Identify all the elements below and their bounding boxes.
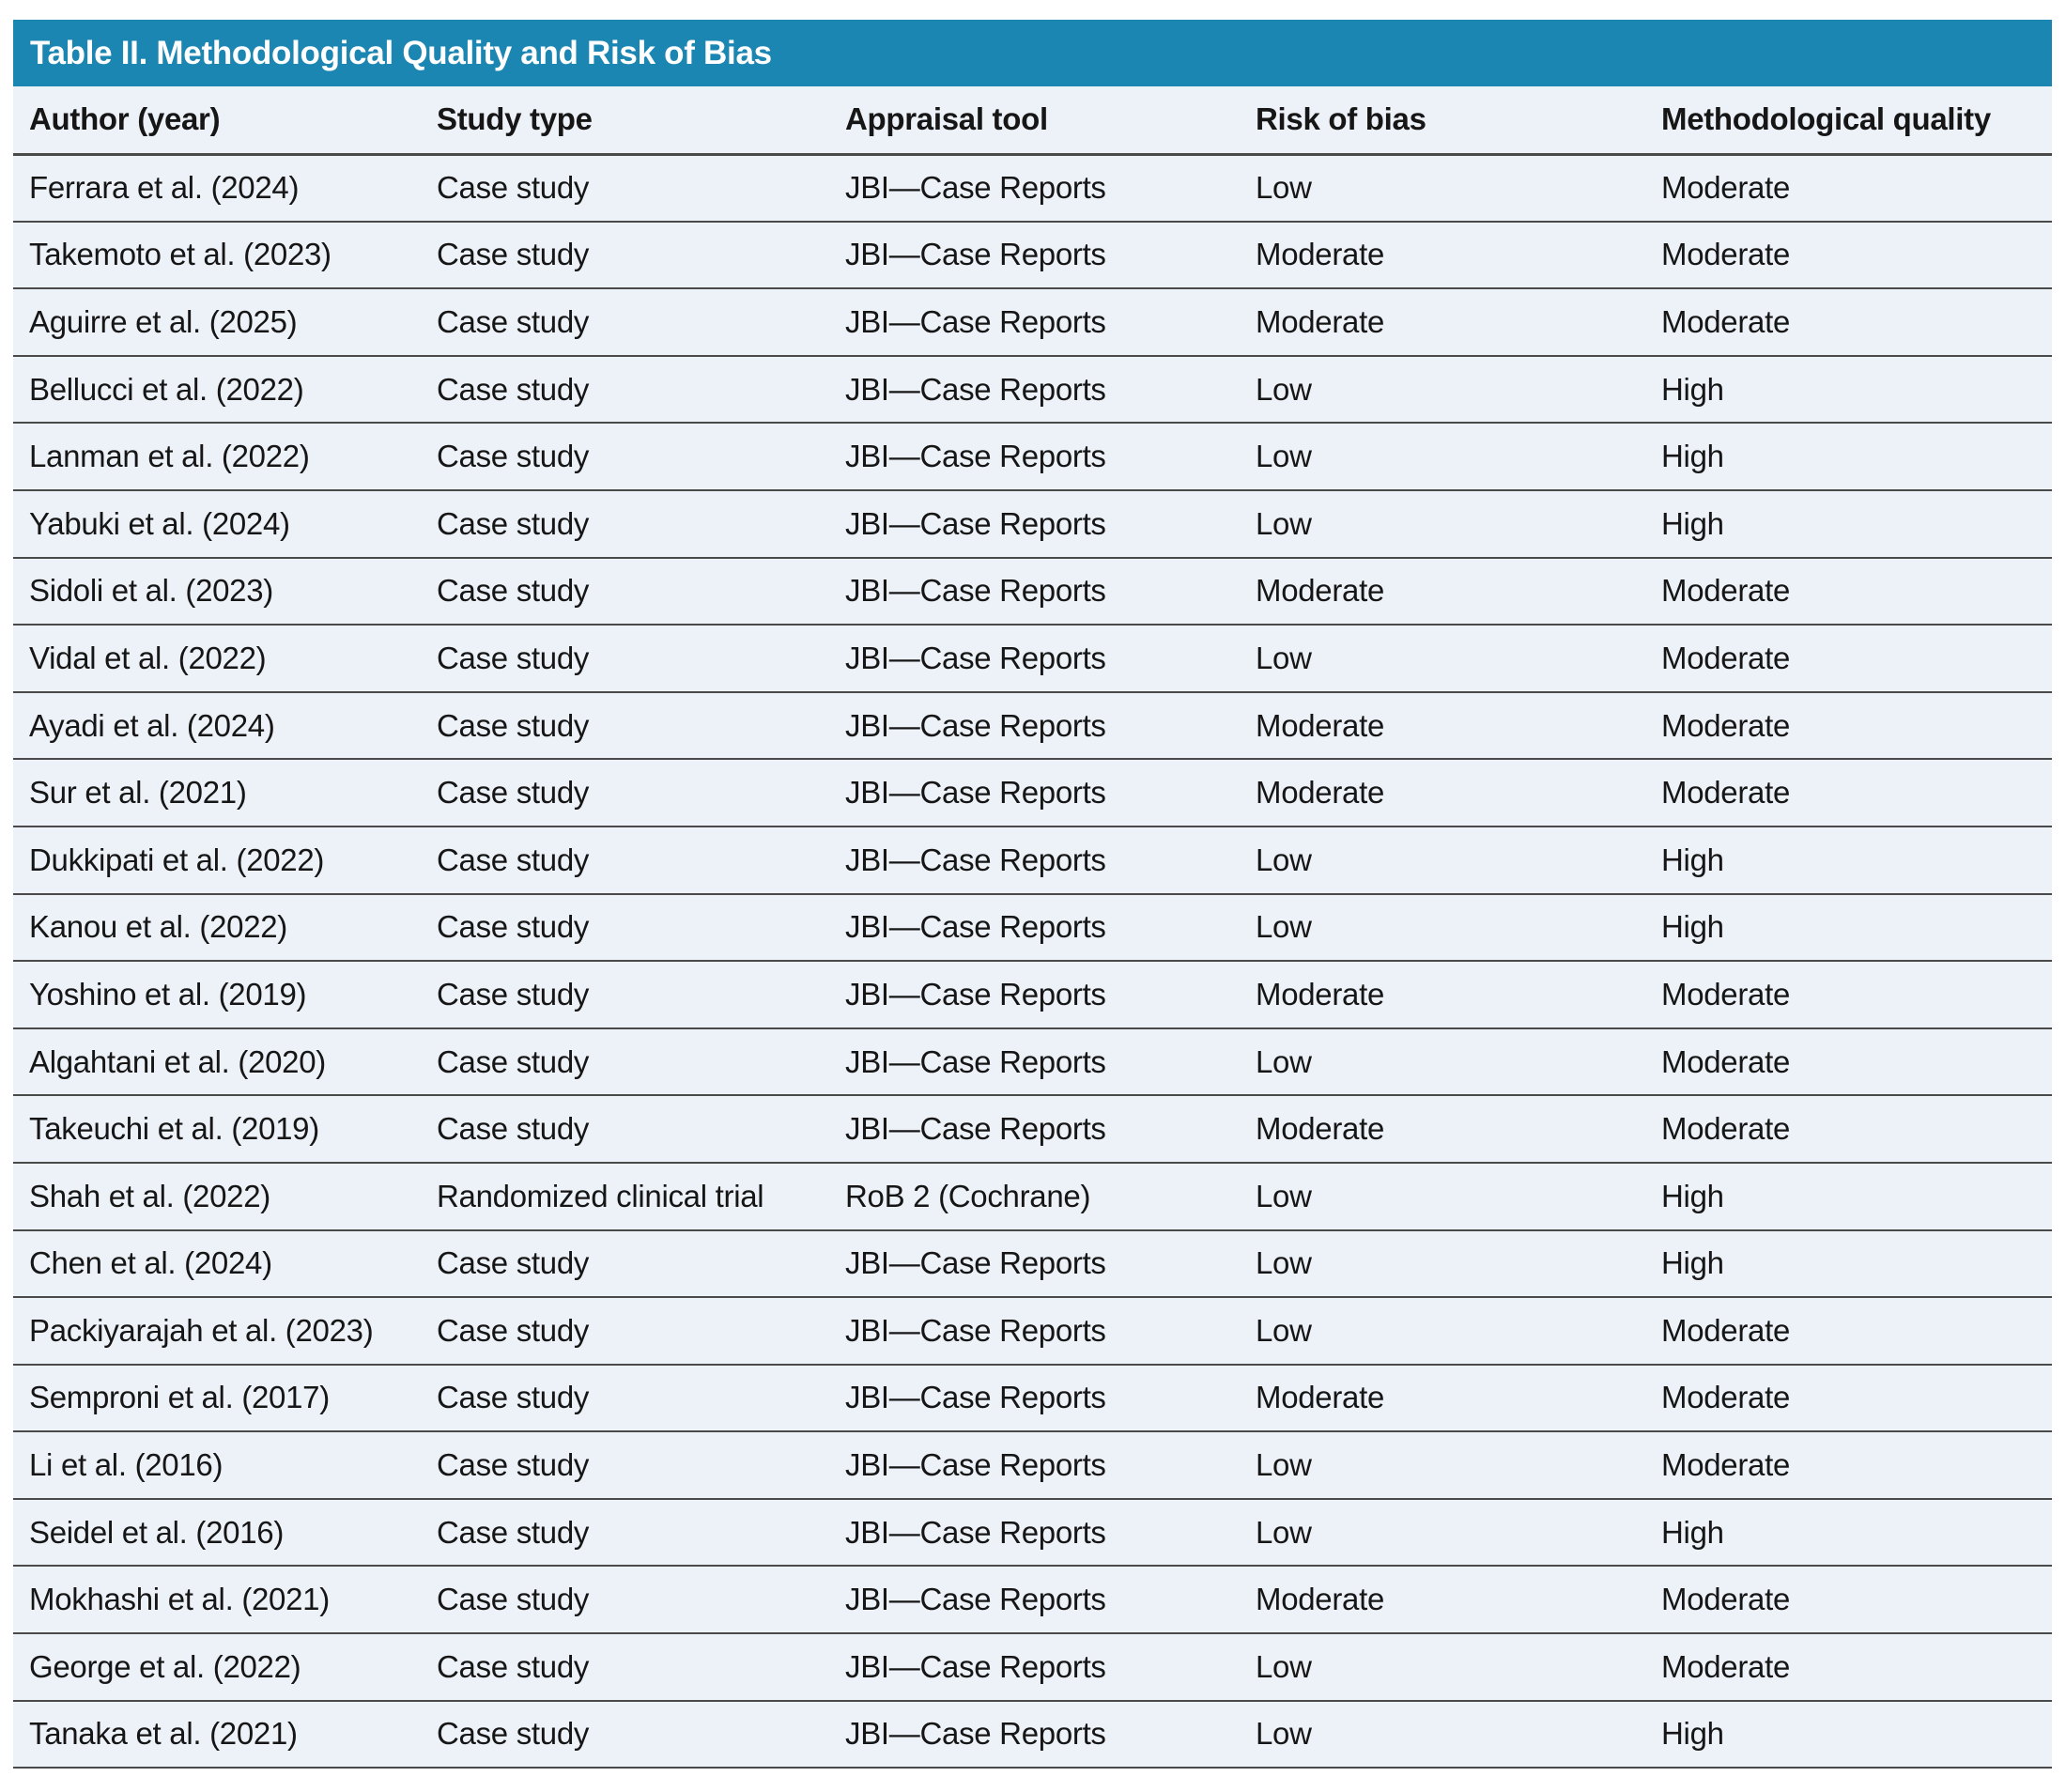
methodological-quality-cell: Moderate [1645, 1297, 2052, 1365]
author-cell: Shah et al. (2022) [13, 1163, 421, 1230]
appraisal-tool-cell: JBI—Case Reports [829, 1701, 1240, 1769]
table-row [13, 961, 2052, 1028]
methodological-quality-cell: Moderate [1645, 692, 2052, 760]
risk-of-bias-cell: Moderate [1240, 961, 1645, 1028]
study-type-cell: Case study [421, 1566, 829, 1633]
appraisal-tool-cell: JBI—Case Reports [829, 826, 1240, 894]
appraisal-tool-cell: JBI—Case Reports [829, 288, 1240, 356]
author-cell: Li et al. (2016) [13, 1431, 421, 1499]
appraisal-tool-cell: JBI—Case Reports [829, 1028, 1240, 1096]
risk-of-bias-cell: Low [1240, 423, 1645, 490]
table-title-bar [13, 20, 2052, 86]
risk-of-bias-cell: Low [1240, 154, 1645, 222]
table-row [13, 759, 2052, 826]
column-header-appraisal-tool: Appraisal tool [829, 86, 1240, 154]
risk-of-bias-cell: Moderate [1240, 288, 1645, 356]
risk-of-bias-cell: Low [1240, 826, 1645, 894]
table-row [13, 1633, 2052, 1701]
study-type-cell: Case study [421, 1365, 829, 1432]
table-row [13, 1230, 2052, 1298]
appraisal-tool-cell: JBI—Case Reports [829, 1095, 1240, 1163]
methodological-quality-table [13, 20, 2052, 1769]
risk-of-bias-cell: Low [1240, 1633, 1645, 1701]
study-type-cell: Case study [421, 625, 829, 692]
appraisal-tool-cell: JBI—Case Reports [829, 1566, 1240, 1633]
study-type-cell: Case study [421, 222, 829, 289]
author-cell: Yoshino et al. (2019) [13, 961, 421, 1028]
study-type-cell: Case study [421, 1230, 829, 1298]
methodological-quality-cell: Moderate [1645, 288, 2052, 356]
author-cell: Lanman et al. (2022) [13, 423, 421, 490]
study-type-cell: Case study [421, 759, 829, 826]
study-type-cell: Case study [421, 558, 829, 626]
study-type-cell: Case study [421, 826, 829, 894]
table-row [13, 1566, 2052, 1633]
methodological-quality-cell: Moderate [1645, 1566, 2052, 1633]
author-cell: Tanaka et al. (2021) [13, 1701, 421, 1769]
author-cell: Packiyarajah et al. (2023) [13, 1297, 421, 1365]
appraisal-tool-cell: JBI—Case Reports [829, 759, 1240, 826]
methodological-quality-cell: High [1645, 423, 2052, 490]
column-header-methodological-quality: Methodological quality [1645, 86, 2052, 154]
risk-of-bias-cell: Moderate [1240, 558, 1645, 626]
table-row [13, 1028, 2052, 1096]
risk-of-bias-cell: Low [1240, 625, 1645, 692]
column-header-author: Author (year) [13, 86, 421, 154]
table-row [13, 1365, 2052, 1432]
risk-of-bias-cell: Low [1240, 490, 1645, 558]
risk-of-bias-cell: Low [1240, 894, 1645, 962]
table-row [13, 356, 2052, 424]
author-cell: Sidoli et al. (2023) [13, 558, 421, 626]
study-type-cell: Case study [421, 1701, 829, 1769]
methodological-quality-cell: Moderate [1645, 222, 2052, 289]
study-type-cell: Case study [421, 1028, 829, 1096]
methodological-quality-cell: Moderate [1645, 1365, 2052, 1432]
appraisal-tool-cell: JBI—Case Reports [829, 558, 1240, 626]
methodological-quality-cell: Moderate [1645, 1028, 2052, 1096]
study-type-cell: Randomized clinical trial [421, 1163, 829, 1230]
risk-of-bias-cell: Moderate [1240, 1365, 1645, 1432]
appraisal-tool-cell: JBI—Case Reports [829, 222, 1240, 289]
table-header [13, 86, 2052, 154]
table-row [13, 423, 2052, 490]
author-cell: Aguirre et al. (2025) [13, 288, 421, 356]
methodological-quality-cell: High [1645, 1701, 2052, 1769]
methodological-quality-cell: Moderate [1645, 558, 2052, 626]
methodological-quality-cell: High [1645, 894, 2052, 962]
study-type-cell: Case study [421, 1297, 829, 1365]
column-header-study-type: Study type [421, 86, 829, 154]
appraisal-tool-cell: RoB 2 (Cochrane) [829, 1163, 1240, 1230]
appraisal-tool-cell: JBI—Case Reports [829, 1297, 1240, 1365]
methodological-quality-cell: High [1645, 490, 2052, 558]
author-cell: Takeuchi et al. (2019) [13, 1095, 421, 1163]
appraisal-tool-cell: JBI—Case Reports [829, 1633, 1240, 1701]
table-row [13, 1701, 2052, 1769]
risk-of-bias-cell: Moderate [1240, 759, 1645, 826]
author-cell: Semproni et al. (2017) [13, 1365, 421, 1432]
risk-of-bias-cell: Low [1240, 1297, 1645, 1365]
risk-of-bias-cell: Low [1240, 1431, 1645, 1499]
risk-of-bias-cell: Moderate [1240, 692, 1645, 760]
methodological-quality-cell: Moderate [1645, 1095, 2052, 1163]
methodological-quality-cell: Moderate [1645, 1633, 2052, 1701]
risk-of-bias-cell: Low [1240, 1230, 1645, 1298]
author-cell: Chen et al. (2024) [13, 1230, 421, 1298]
appraisal-tool-cell: JBI—Case Reports [829, 961, 1240, 1028]
methodological-quality-cell: Moderate [1645, 625, 2052, 692]
methodological-quality-cell: High [1645, 826, 2052, 894]
risk-of-bias-cell: Low [1240, 1028, 1645, 1096]
study-type-cell: Case study [421, 1095, 829, 1163]
risk-of-bias-cell: Low [1240, 356, 1645, 424]
methodological-quality-cell: Moderate [1645, 154, 2052, 222]
table-title: Table II. Methodological Quality and Risk of Bias [30, 34, 772, 71]
appraisal-tool-cell: JBI—Case Reports [829, 1431, 1240, 1499]
author-cell: Ferrara et al. (2024) [13, 154, 421, 222]
study-type-cell: Case study [421, 288, 829, 356]
author-cell: Mokhashi et al. (2021) [13, 1566, 421, 1633]
table-row [13, 692, 2052, 760]
risk-of-bias-cell: Low [1240, 1701, 1645, 1769]
study-type-cell: Case study [421, 692, 829, 760]
author-cell: Takemoto et al. (2023) [13, 222, 421, 289]
study-type-cell: Case study [421, 356, 829, 424]
appraisal-tool-cell: JBI—Case Reports [829, 1365, 1240, 1432]
author-cell: Sur et al. (2021) [13, 759, 421, 826]
appraisal-tool-cell: JBI—Case Reports [829, 356, 1240, 424]
table-row [13, 1499, 2052, 1567]
table-row [13, 154, 2052, 222]
methodological-quality-cell: High [1645, 356, 2052, 424]
appraisal-tool-cell: JBI—Case Reports [829, 1499, 1240, 1567]
table-row [13, 1297, 2052, 1365]
risk-of-bias-cell: Low [1240, 1163, 1645, 1230]
column-header-risk-of-bias: Risk of bias [1240, 86, 1645, 154]
study-type-cell: Case study [421, 961, 829, 1028]
table-row [13, 826, 2052, 894]
table-body [13, 154, 2052, 1768]
study-type-cell: Case study [421, 894, 829, 962]
methodological-quality-cell: Moderate [1645, 1431, 2052, 1499]
methodological-quality-cell: High [1645, 1499, 2052, 1567]
table-row [13, 558, 2052, 626]
author-cell: Kanou et al. (2022) [13, 894, 421, 962]
quality-table [13, 86, 2052, 1769]
appraisal-tool-cell: JBI—Case Reports [829, 625, 1240, 692]
author-cell: Seidel et al. (2016) [13, 1499, 421, 1567]
table-row [13, 625, 2052, 692]
author-cell: Bellucci et al. (2022) [13, 356, 421, 424]
appraisal-tool-cell: JBI—Case Reports [829, 1230, 1240, 1298]
appraisal-tool-cell: JBI—Case Reports [829, 490, 1240, 558]
table-row [13, 288, 2052, 356]
methodological-quality-cell: Moderate [1645, 961, 2052, 1028]
methodological-quality-cell: High [1645, 1230, 2052, 1298]
appraisal-tool-cell: JBI—Case Reports [829, 423, 1240, 490]
author-cell: Algahtani et al. (2020) [13, 1028, 421, 1096]
appraisal-tool-cell: JBI—Case Reports [829, 692, 1240, 760]
author-cell: Yabuki et al. (2024) [13, 490, 421, 558]
risk-of-bias-cell: Low [1240, 1499, 1645, 1567]
methodological-quality-cell: High [1645, 1163, 2052, 1230]
appraisal-tool-cell: JBI—Case Reports [829, 894, 1240, 962]
table-row [13, 1431, 2052, 1499]
study-type-cell: Case study [421, 1431, 829, 1499]
author-cell: Ayadi et al. (2024) [13, 692, 421, 760]
risk-of-bias-cell: Moderate [1240, 222, 1645, 289]
table-row [13, 894, 2052, 962]
study-type-cell: Case study [421, 154, 829, 222]
author-cell: George et al. (2022) [13, 1633, 421, 1701]
author-cell: Dukkipati et al. (2022) [13, 826, 421, 894]
header-row [13, 86, 2052, 154]
study-type-cell: Case study [421, 423, 829, 490]
appraisal-tool-cell: JBI—Case Reports [829, 154, 1240, 222]
author-cell: Vidal et al. (2022) [13, 625, 421, 692]
study-type-cell: Case study [421, 490, 829, 558]
table-row [13, 1163, 2052, 1230]
table-row [13, 1095, 2052, 1163]
methodological-quality-cell: Moderate [1645, 759, 2052, 826]
table-row [13, 490, 2052, 558]
risk-of-bias-cell: Moderate [1240, 1095, 1645, 1163]
study-type-cell: Case study [421, 1499, 829, 1567]
study-type-cell: Case study [421, 1633, 829, 1701]
risk-of-bias-cell: Moderate [1240, 1566, 1645, 1633]
table-row [13, 222, 2052, 289]
